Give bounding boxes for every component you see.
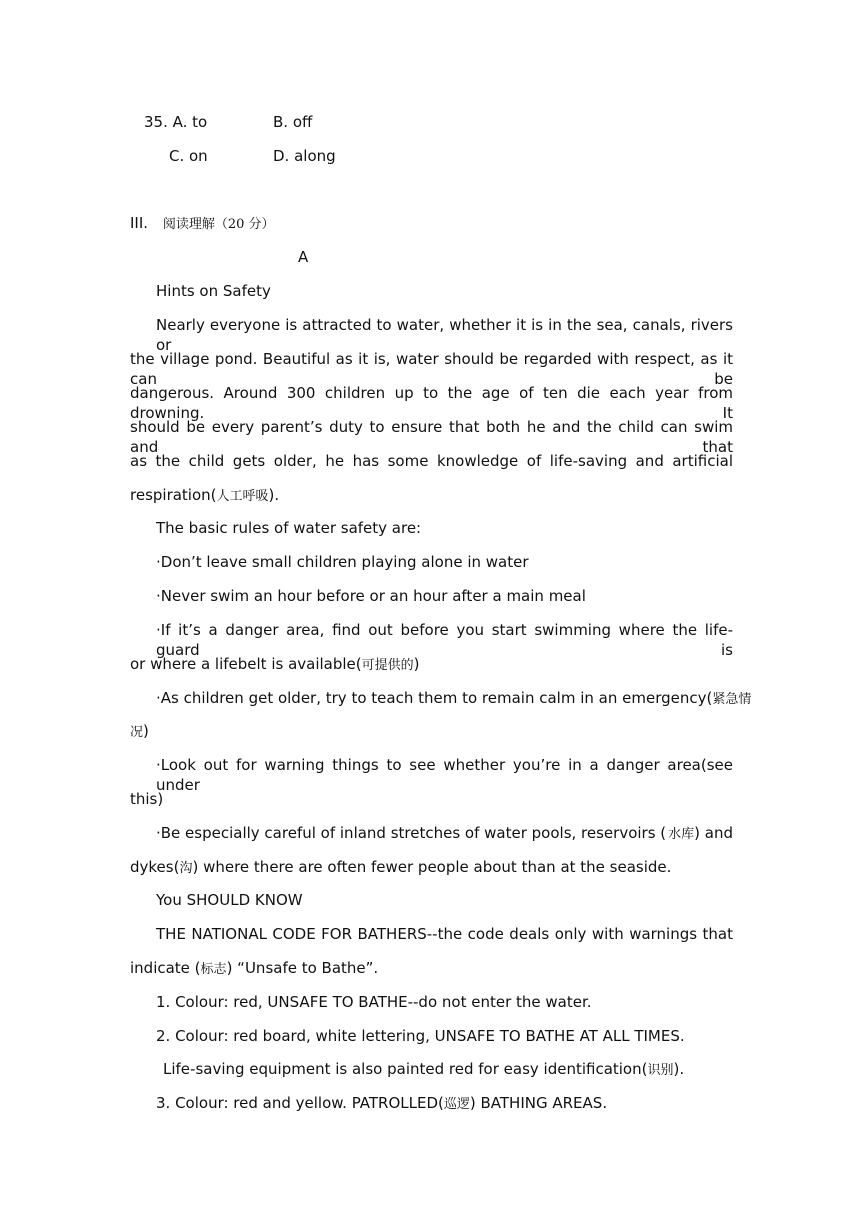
text-segment: ·As children get older, try to teach them to remain calm in an emergency( [156,689,713,707]
rule-2: ·Never swim an hour before or an hour after a main meal [156,587,586,605]
paragraph-1-line-5: as the child gets older, he has some knowledge of life-saving and artificial [130,452,733,470]
paragraph-1-line-1: Nearly everyone is attracted to water, whether it is in the sea, canals, rivers or [156,316,733,354]
chinese-gloss: 可提供的 [361,658,414,673]
q35-option-a: 35. A. to [144,113,208,131]
text-segment: Life-saving equipment is also painted red for easy identification( [163,1060,648,1078]
paragraph-1-line-2: the village pond. Beautiful as it is, water should be regarded with respect, as it can be [130,350,733,388]
passage-label: A [298,248,309,266]
code-line-2 [130,958,378,980]
chinese-gloss: 沟 [179,861,193,876]
q35-option-c: C. on [169,147,208,165]
q35-option-b: B. off [273,113,313,131]
text-segment: ). [268,486,280,504]
rule-5-line-2: this) [130,790,164,808]
text-segment: ) [413,655,420,673]
code-item-2: 2. Colour: red board, white lettering, UNSAFE TO BATHE AT ALL TIMES. [156,1027,685,1045]
rule-4-line-1 [156,688,751,710]
chinese-gloss: 水库 [668,827,695,842]
text-segment: indicate ( [130,959,201,977]
chinese-gloss: 巡逻 [443,1097,470,1112]
should-know-heading: You SHOULD KNOW [156,891,303,909]
rule-3-line-1: ·If it’s a danger area, find out before you start swimming where the life-guard is [156,621,733,659]
section-title: 阅读理解（20 分） [162,217,275,232]
text-segment: ). [673,1060,685,1078]
text-segment: ) where there are often fewer people about than at the seaside. [192,858,672,876]
rules-intro: The basic rules of water safety are: [156,519,422,537]
text-segment: ·Be especially careful of inland stretches of water pools, reservoirs ( [156,824,667,842]
text-segment: ) [143,722,149,740]
passage-title: Hints on Safety [156,282,271,300]
chinese-gloss: 况 [130,725,144,740]
paragraph-1-line-6 [130,485,279,507]
rule-3-line-2 [130,654,420,676]
text-segment: dykes( [130,858,180,876]
rule-4-line-2 [130,721,149,743]
rule-1: ·Don’t leave small children playing alone in water [156,553,529,571]
text-segment: ) “Unsafe to Bathe”. [226,959,379,977]
text-segment: ) and [694,824,733,842]
text-segment: ) BATHING AREAS. [469,1094,608,1112]
rule-6-line-1 [156,823,733,845]
text-segment: 3. Colour: red and yellow. PATROLLED( [156,1094,444,1112]
chinese-gloss: 标志 [200,962,227,977]
paragraph-1-line-3: dangerous. Around 300 children up to the age of ten die each year from drowning. It [130,384,733,422]
code-item-2-note [163,1059,684,1081]
chinese-gloss: 人工呼吸 [216,489,269,504]
rule-5-line-1: ·Look out for warning things to see whether you’re in a danger area(see under [156,756,733,794]
rule-6-line-2 [130,857,671,879]
q35-option-d: D. along [273,147,336,165]
paragraph-1-line-4: should be every parent’s duty to ensure that both he and the child can swim and that [130,418,733,456]
section-heading [130,213,275,235]
text-segment: respiration( [130,486,217,504]
chinese-gloss: 识别 [647,1063,674,1078]
code-item-3 [156,1093,607,1115]
section-roman: III. [130,214,149,232]
code-line-1: THE NATIONAL CODE FOR BATHERS--the code deals only with warnings that [156,925,733,943]
text-segment: or where a lifebelt is available( [130,655,362,673]
chinese-gloss: 紧急情 [712,692,752,707]
code-item-1: 1. Colour: red, UNSAFE TO BATHE--do not enter the water. [156,993,592,1011]
